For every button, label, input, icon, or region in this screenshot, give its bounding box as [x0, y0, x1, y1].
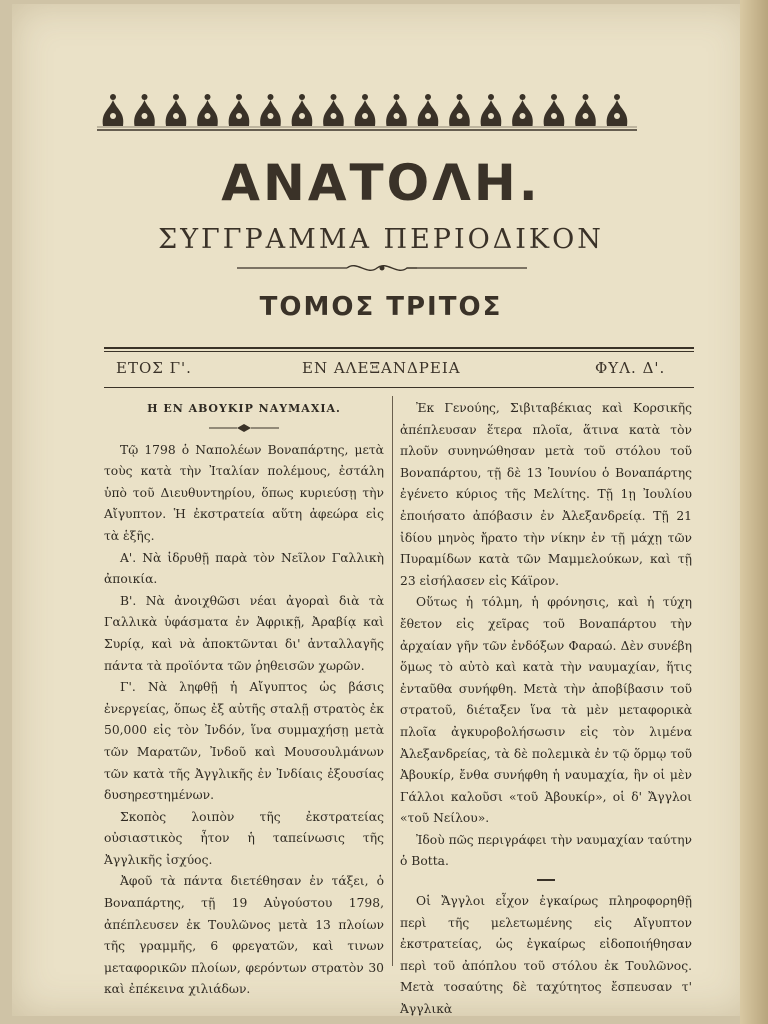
- section-dash: [537, 879, 555, 881]
- article-paragraph: Οἱ Ἄγγλοι εἶχον ἐγκαίρως πληροφορηθῇ περὶ τῆς μελετωμένης εἰς Αἴγυπτον ἐκστρατείας, ὡς ἐγκαίρως εἰδοποιήθησαν περὶ τοῦ ἀπόπλου τοῦ στόλου ἐκ Τουλῶνος. Μετὰ τοσαύτης δὲ ταχύτητος ἔσπευσαν τ' Ἀγγλικὰ: [400, 894, 692, 1017]
- ornament-motif: [103, 94, 124, 126]
- article-title: Η ΕΝ ΑΒΟΥΚΙΡ ΝΑΥΜΑΧΙΑ.: [147, 402, 341, 415]
- ornament-motif: [355, 94, 376, 126]
- ornament-motif: [418, 94, 439, 126]
- ornament-motif: [575, 94, 596, 126]
- article-paragraph: Γ'. Νὰ ληφθῇ ἡ Αἴγυπτος ὡς βάσις ἐνεργείας, ὅπως ἐξ αὐτῆς σταλῇ στρατὸς ἐκ 50,000 εἰς τὸν Ἰνδόν, ἵνα συμμαχήσῃ μετὰ τῶν Μαρατῶν, Ἰνδοῦ καὶ Μουσουλμάνων τῶν κατὰ τῆς Ἀγγλικῆς ἐν Ἰνδίαις ἐξουσίας δυσηρεστημένων.: [104, 680, 384, 803]
- ornament-motif: [292, 94, 313, 126]
- ornament-motif: [449, 94, 470, 126]
- ornament-motif: [134, 94, 155, 126]
- ornament-motif: [197, 94, 218, 126]
- newspaper-subtitle: ΣΥΓΓΡΑΜΜΑ ΠΕΡΙΟΔΙΚΟΝ: [158, 224, 604, 255]
- column-divider: [392, 396, 393, 966]
- masthead-top-rule-thin: [104, 351, 694, 352]
- masthead-issue: ΦΥΛ. Δ'.: [595, 359, 666, 377]
- newspaper-title: ΑΝΑΤΟΛΗ.: [221, 154, 541, 212]
- right-column: [400, 398, 692, 1021]
- ornament-motif: [229, 94, 250, 126]
- masthead-bottom-rule: [104, 387, 694, 388]
- ornament-motif: [607, 94, 628, 126]
- masthead-top-rule: [104, 347, 694, 349]
- masthead-year: ΕΤΟΣ Γ'.: [116, 359, 192, 377]
- article-paragraph: Α'. Νὰ ἱδρυθῇ παρὰ τὸν Νεῖλον Γαλλικὴ ἀποικία.: [104, 550, 384, 587]
- article-paragraph: Β'. Νὰ ἀνοιχθῶσι νέαι ἀγοραὶ διὰ τὰ Γαλλικὰ ὑφάσματα ἐν Ἀφρικῇ, Ἀραβίᾳ καὶ Συρίᾳ, καὶ νὰ ἀποκτῶνται δι' ἀνταλλαγῆς πάντα τὰ προϊόντα τῶν ῥηθεισῶν χωρῶν.: [104, 593, 384, 673]
- volume-heading: ΤΟΜΟΣ ΤΡΙΤΟΣ: [259, 292, 503, 322]
- title-ornament-rule: [209, 424, 279, 432]
- masthead-place: ΕΝ ΑΛΕΞΑΝΔΡΕΙΑ: [302, 359, 461, 377]
- ornament-motif: [166, 94, 187, 126]
- newspaper-page: [12, 4, 750, 1016]
- ornament-motif: [386, 94, 407, 126]
- ornament-motif: [512, 94, 533, 126]
- book-spine: [740, 0, 768, 1024]
- article-paragraph: Σκοπὸς λοιπὸν τῆς ἐκστρατείας οὐσιαστικὸς ἦτον ἡ ταπείνωσις τῆς Ἀγγλικῆς ἰσχύος.: [104, 809, 384, 867]
- article-paragraph: Ἐκ Γενούης, Σιβιταβέκιας καὶ Κορσικῆς ἀπέπλευσαν ἕτερα πλοῖα, ἅτινα κατὰ τὸν πλοῦν συνηνώθησαν μετὰ τοῦ στόλου τοῦ Βοναπάρτου, τῇ δὲ 13 Ἰουνίου ὁ Βοναπάρτης ἐγένετο κύριος τῆς Μελίτης. Τῇ 1ῃ Ἰουλίου ἐποιήσατο ἀπόβασιν ἐν Ἀλεξανδρείᾳ. Τῇ 21 ἰδίου μηνὸς ἤρατο τὴν νίκην ἐν τῇ μάχῃ τῶν Πυραμίδων κατὰ τῶν Μαμμελούκων, καὶ τῇ 23 εἰσήλασεν εἰς Κάϊρον.: [400, 401, 692, 588]
- ornament-border: [97, 90, 637, 134]
- ornament-motif: [260, 94, 281, 126]
- article-paragraph: Οὕτως ἡ τόλμη, ἡ φρόνησις, καὶ ἡ τύχη ἔθετον εἰς χεῖρας τοῦ Βοναπάρτου τὴν ἀρχαίαν γῆν τῶν ἐνδόξων Φαραώ. Δὲν συνέβη ὅμως τὸ αὐτὸ καὶ κατὰ τὴν ναυμαχίαν, ἥτις ἐνταῦθα συνήφθη. Μετὰ τὴν ἀποβίβασιν τοῦ στρατοῦ, διέταξεν ἵνα τὰ μὲν μεταφορικὰ πλοῖα ἀγκυροβολήσωσιν εἰς τὸν λιμένα Ἀλεξανδρείας, τὰ δὲ πολεμικὰ ἐν τῷ ὅρμῳ τοῦ Ἀβουκίρ, ἔνθα συνήφθη ἡ ναυμαχία, ἣν οἱ μὲν Γάλλοι καλοῦσι «τοῦ Ἀβουκίρ», οἱ δ' Ἄγγλοι «τοῦ Νείλου».: [400, 595, 692, 826]
- decorative-flourish: [237, 260, 527, 276]
- ornament-motif: [544, 94, 565, 126]
- article-paragraph: Ἀφοῦ τὰ πάντα διετέθησαν ἐν τάξει, ὁ Βοναπάρτης, τῇ 19 Αὐγούστου 1798, ἀπέπλευσεν ἐκ Τουλῶνος μετὰ 13 πλοίων τῆς γραμμῆς, 6 φρεγατῶν, καὶ τινων μεταφορικῶν πλοίων, φερόντων στρατὸν 30 καὶ ἐπέκεινα χιλιάδων.: [104, 874, 384, 997]
- left-column: [104, 398, 384, 1001]
- ornament-motif: [323, 94, 344, 126]
- ornament-motif: [481, 94, 502, 126]
- article-paragraph: Τῷ 1798 ὁ Ναπολέων Βοναπάρτης, μετὰ τοὺς κατὰ τὴν Ἰταλίαν πολέμους, ἐστάλη ὑπὸ τοῦ Διευθυντηρίου, ὅπως κυριεύσῃ τὴν Αἴγυπτον. Ἡ ἐκστρατεία αὕτη ἀφεώρα εἰς τὰ ἑξῆς.: [104, 442, 384, 543]
- article-paragraph: Ἰδοὺ πῶς περιγράφει τὴν ναυμαχίαν ταύτην ὁ Botta.: [400, 832, 692, 869]
